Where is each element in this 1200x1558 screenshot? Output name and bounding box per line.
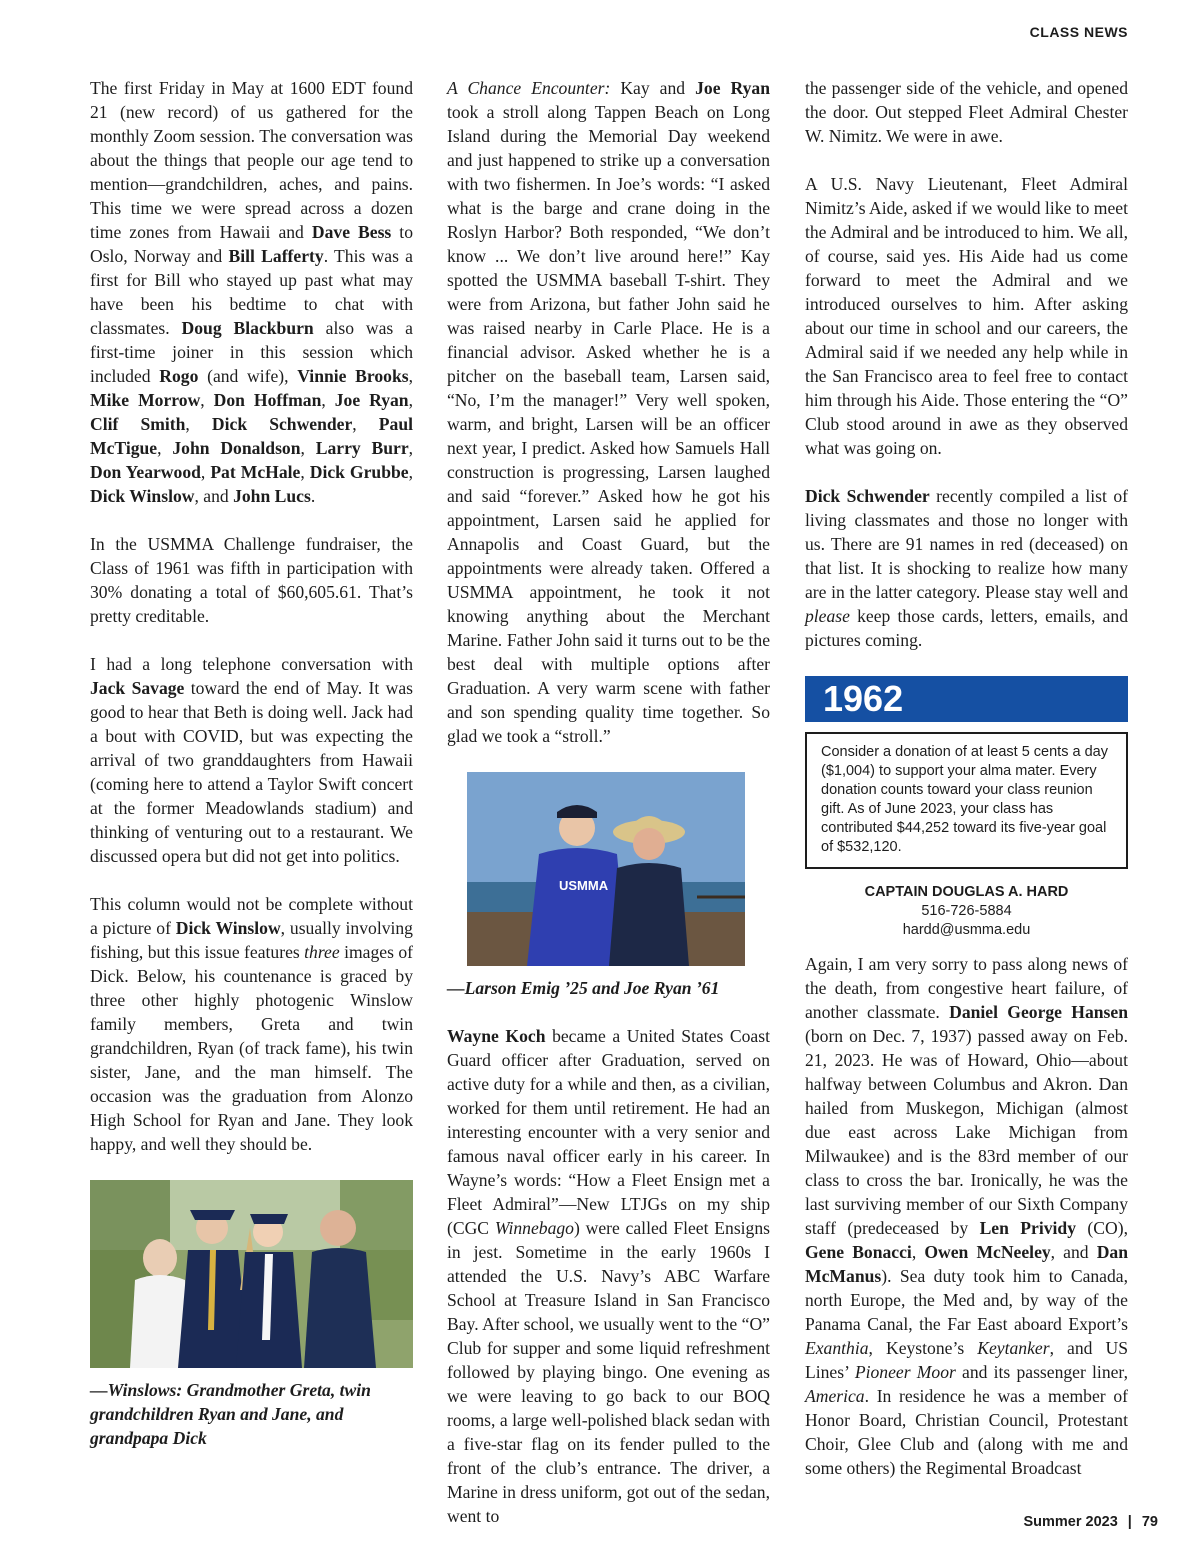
paragraph-zoom-session: The first Friday in May at 1600 EDT found 21 (new record) of us gathered for the monthly Zoom session. The conversation was about the things that people our age tend to mention—grandchildren, aches, and pains. This time we were spread across a dozen time zones from Hawaii and Dave Bess to Oslo, Norway and Bill Lafferty. This was a first for Bill who stayed up past what may have been his bedtime to chat with classmates. Doug Blackburn also was a first-time joiner in this session which included Rogo (and wife), Vinnie Brooks, Mike Morrow, Don Hoffman, Joe Ryan, Clif Smith, Dick Schwender, Paul McTigue, John Donaldson, Larry Burr, Don Yearwood, Pat McHale, Dick Grubbe, Dick Winslow, and John Lucs.: [90, 78, 414, 506]
paragraph-nimitz-arrival: the passenger side of the vehicle, and opened the door. Out stepped Fleet Admiral Chester W. Nimitz. We were in awe.: [805, 78, 1128, 146]
winslow-photo-caption: —Winslows: Grandmother Greta, twin grandchildren Ryan and Jane, and grandpapa Dick: [90, 1380, 371, 1448]
page-footer: [1023, 1514, 1158, 1530]
issue-label: Summer 2023: [1023, 1514, 1118, 1530]
paragraph-chance-encounter: A Chance Encounter: Kay and Joe Ryan took a stroll along Tappen Beach on Long Island during the Memorial Day weekend and just happened to strike up a conversation with two fishermen. In Joe’s words: “I asked what is the barge and crane doing in the Roslyn Harbor? Both responded, “We don’t know ... We don’t live around here!” Kay spotted the USMMA baseball T-shirt. They were from Arizona, but father John said he was raised nearby in Carle Place. He is a financial advisor. Asked whether he is a pitcher on the baseball team, Larsen said, “No, I’m the manager!” Very well spoken, warm, and bright, Larsen will be an officer next year, I predict. Asked how Samuels Hall construction is progressing, Larsen laughed and said “forever.” Asked how he got his appointment, Larsen said he applied for Annapolis and Coast Guard, but the appointments were already taken. Offered a USMMA appointment, he took it not knowing anything about the Merchant Marine. Father John said it turns out to be the best deal with multiple options after Graduation. A very warm scene with father and son spending quality time together. So glad we took a “stroll.”: [447, 78, 770, 746]
paragraph-wayne-koch: Wayne Koch became a United States Coast Guard officer after Graduation, served on active duty for a while and then, as a civilian, worked for them until retirement. He had an interesting encounter with a very senior and famous naval officer early in his career. In Wayne’s words: “How a Fleet Ensign met a Fleet Admiral”—New LTJGs on my ship (CGC Winnebago) were called Fleet Ensigns in jest. Sometime in the early 1960s I attended the U.S. Navy’s ABC Warfare School at Treasure Island in San Francisco Bay. After school, we usually went to the “O” Club for supper and some liquid refreshment followed by playing bingo. One evening as we were leaving to go back to our BOQ rooms, a large well-polished black sedan with a five-star flag on its fender pulled to the front of the club’s entrance. The driver, a Marine in dress uniform, got out of the sedan, went to: [447, 1026, 770, 1526]
contact-phone: 516-726-5884: [921, 903, 1012, 919]
paragraph-nimitz-aide: A U.S. Navy Lieutenant, Fleet Admiral Nimitz’s Aide, asked if we would like to meet the Admiral and be introduced to him. We all, of course, said yes. His Aide had us come forward to meet the Admiral and we introduced ourselves to him. After asking about our time in school and our careers, the Admiral said if we needed any help while in the San Francisco area to feel free to contact him through his Aide. Those entering the “O” Club stood around in awe as they observed what was going on.: [805, 174, 1128, 458]
donation-notice-box: Consider a donation of at least 5 cents a day ($1,004) to support your alma mater. Every donation counts toward your class reunion gift. As of June 2023, your class has contributed $44,252 toward its five-year goal of $532,120.: [805, 732, 1128, 869]
paragraph-fundraiser: In the USMMA Challenge fundraiser, the Class of 1961 was fifth in participation with 30% donating a total of $60,605.61. That’s pretty creditable.: [90, 534, 413, 626]
page-number: 79: [1141, 1514, 1158, 1530]
winslow-family-photo: [90, 1180, 413, 1368]
beach-photo-illustration: [467, 772, 745, 966]
paragraph-daniel-hansen: Again, I am very sorry to pass along news of the death, from congestive heart failure, of another classmate. Daniel George Hansen (born on Dec. 7, 1937) passed away on Feb. 21, 2023. He was of Howard, Ohio—about halfway between Columbus and Akron. Dan hailed from Muskegon, Michigan (almost due east across Lake Michigan from Milwaukee) and is the 83rd member of our class to cross the bar. Ironically, he was the last surviving member of our Sixth Company staff (predeceased by Len Prividy (CO), Gene Bonacci, Owen McNeeley, and Dan McManus). Sea duty took him to Canada, north Europe, the Med and, by way of the Panama Canal, the Far East aboard Export’s Exanthia, Keystone’s Keytanker, and US Lines’ Pioneer Moor and its passenger liner, America. In residence he was a member of Honor Board, Christian Council, Protestant Choir, Glee Club and (along with me and some others) the Regimental Broadcast: [805, 954, 1128, 1478]
footer-separator: |: [1127, 1514, 1132, 1530]
ryan-photo-caption: —Larson Emig ’25 and Joe Ryan ’61: [447, 978, 720, 998]
column-2: [447, 76, 770, 1552]
paragraph-dick-winslow: This column would not be complete without a picture of Dick Winslow, usually involving fishing, but this issue features three images of Dick. Below, his countenance is graced by three other highly photogenic Winslow family members, Greta and twin grandchildren, Ryan (of track fame), his twin sister, Jane, and the man himself. The occasion was the graduation from Alonzo High School for Ryan and Jane. They look happy, and well they should be.: [90, 894, 413, 1154]
contact-name: CAPTAIN DOUGLAS A. HARD: [864, 884, 1069, 900]
section-header: CLASS NEWS: [1029, 24, 1128, 40]
ryan-emig-photo: [467, 772, 745, 966]
class-year-banner: 1962: [805, 676, 1128, 722]
column-3: [805, 76, 1128, 1504]
contact-email: hardd@usmma.edu: [902, 922, 1031, 938]
winslow-family-illustration: [90, 1180, 413, 1368]
paragraph-schwender-list: Dick Schwender recently compiled a list of living classmates and those no longer with us. There are 91 names in red (deceased) on that list. It is shocking to realize how many are in the latter category. Please stay well and please keep those cards, letters, emails, and pictures coming.: [805, 486, 1129, 650]
shirt-text: USMMA: [559, 878, 609, 893]
paragraph-jack-savage: I had a long telephone conversation with Jack Savage toward the end of May. It was good to hear that Beth is doing well. Jack had a bout with COVID, but was expecting the arrival of two granddaughters from Hawaii (coming here to attend a Taylor Swift concert at the former Meadowlands stadium) and thinking of venturing out to a restaurant. We discussed opera but did not get into politics.: [90, 654, 413, 866]
column-1: [90, 76, 413, 1474]
class-contact: [805, 883, 1128, 940]
